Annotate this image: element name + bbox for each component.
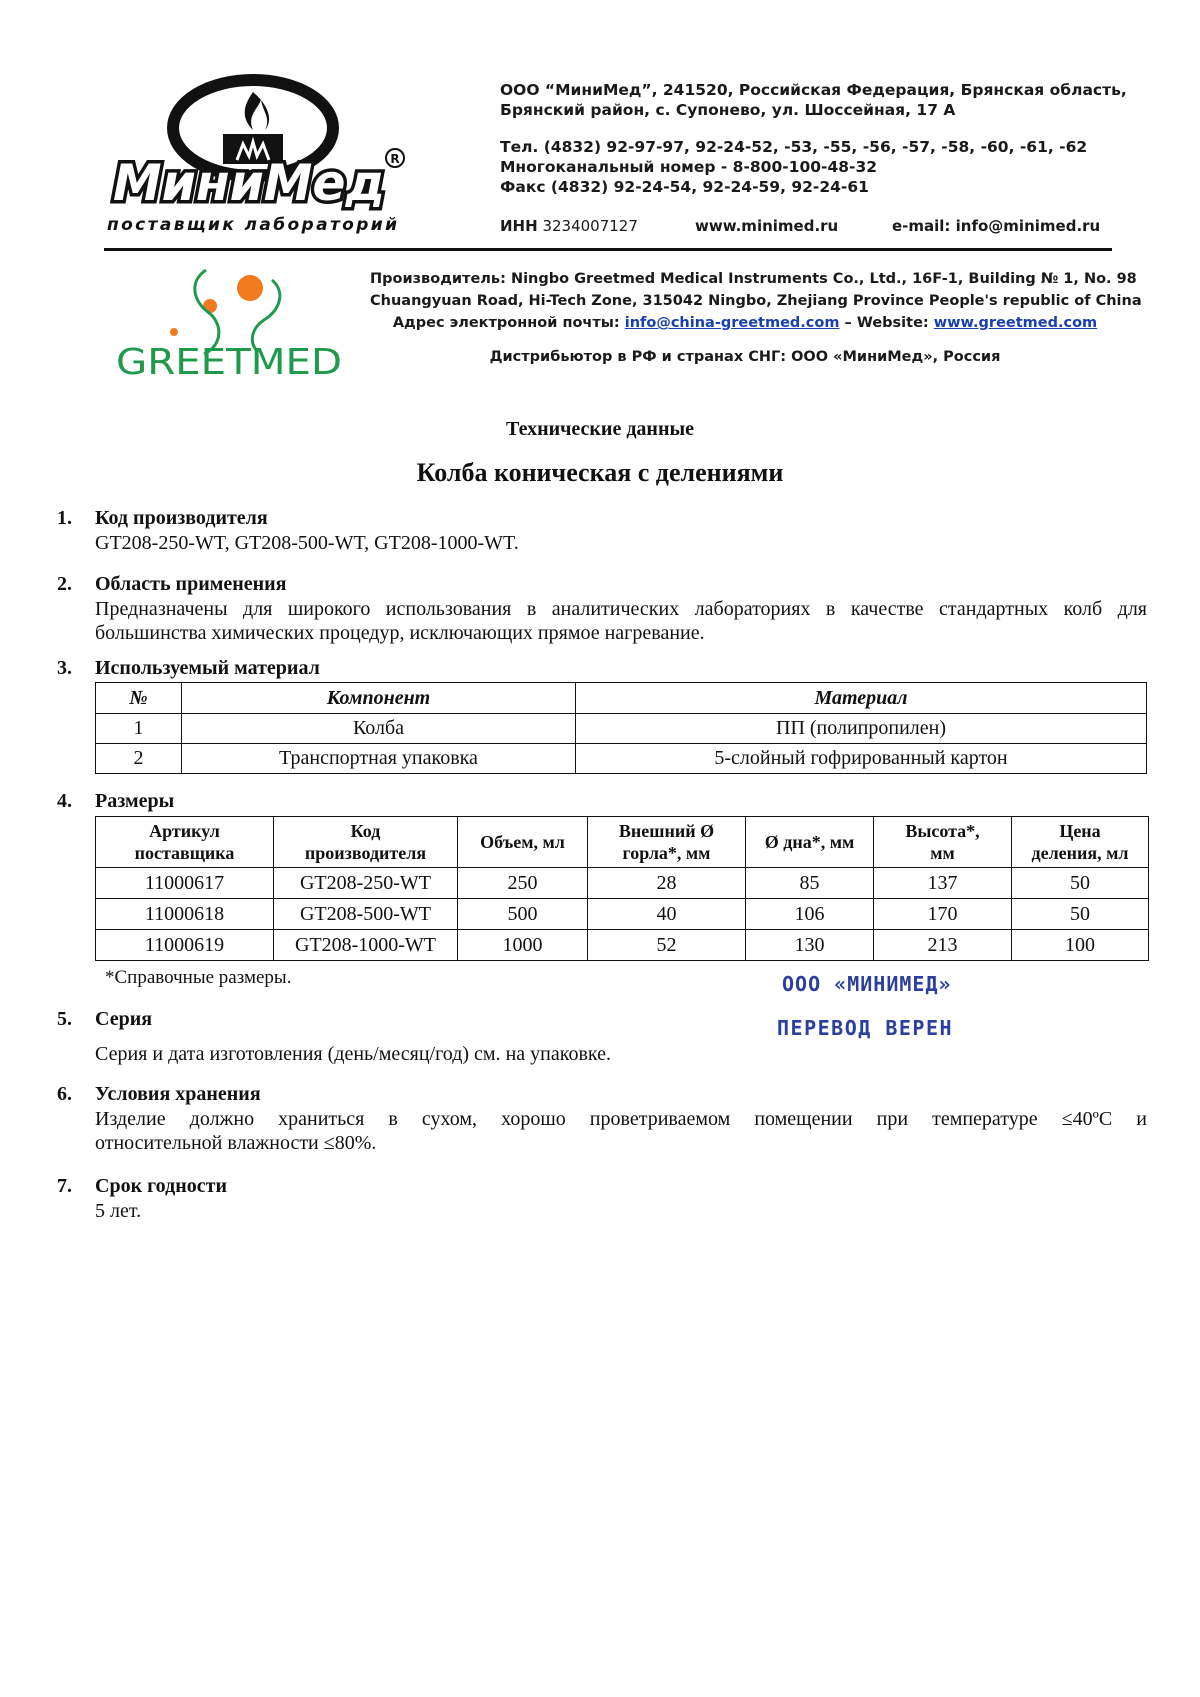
- column-header-graduation: Цена деления, мл: [1012, 817, 1149, 868]
- section-text-line-1: Предназначены для широкого использования в аналитических лабораториях в качестве стандартных колб для: [95, 598, 1147, 620]
- section-number: 5.: [57, 1008, 72, 1030]
- section-text-line-1: Изделие должно храниться в сухом, хорошо проветриваемом помещении при температуре ≤40ºС и: [95, 1108, 1147, 1130]
- section-text: GT208-250-WT, GT208-500-WT, GT208-1000-WT.: [95, 532, 519, 554]
- svg-text:МиниМед: МиниМед: [113, 154, 385, 212]
- manufacturer-email-link[interactable]: info@china-greetmed.com: [624, 315, 840, 331]
- document-title: Колба коническая с делениями: [416, 458, 784, 487]
- section-title: Серия: [95, 1008, 153, 1030]
- materials-table: [95, 682, 1147, 774]
- table-cell: 130: [746, 930, 874, 961]
- section-title: Область применения: [95, 573, 287, 595]
- header-divider: [104, 248, 1112, 251]
- table-cell: Колба: [182, 714, 576, 744]
- table-cell: 52: [588, 930, 746, 961]
- document-subtitle: Технические данные: [506, 418, 694, 440]
- column-header-height: Высота*, мм: [874, 817, 1012, 868]
- table-cell: 250: [458, 868, 588, 899]
- manufacturer-info: [370, 268, 1142, 368]
- manufacturer-line-1: Производитель: Ningbo Greetmed Medical Instruments Co., Ltd., 16F-1, Building № 1, No. 98: [370, 271, 1137, 287]
- stamp-text: ПЕРЕВОД ВЕРЕН: [777, 1016, 954, 1040]
- company-multichannel-phone: Многоканальный номер - 8-800-100-48-32: [500, 158, 878, 176]
- section-text: 5 лет.: [95, 1200, 142, 1222]
- table-cell: ПП (полипропилен): [576, 714, 1147, 744]
- table-cell: 170: [874, 899, 1012, 930]
- column-header-volume: Объем, мл: [458, 817, 588, 868]
- section-title: Размеры: [95, 790, 175, 812]
- stamp-company: ООО «МИНИМЕД»: [782, 972, 952, 996]
- inn-value: 3234007127: [542, 217, 638, 235]
- table-cell: GT208-500-WT: [274, 899, 458, 930]
- company-fax: Факс (4832) 92-24-54, 92-24-59, 92-24-61: [500, 178, 869, 196]
- inn-label: ИНН: [500, 217, 538, 235]
- section-number: 3.: [57, 657, 72, 679]
- column-header: Компонент: [182, 683, 576, 714]
- section-dimensions: [57, 788, 1147, 814]
- section-manufacturer-code: [57, 505, 1147, 555]
- table-cell: 213: [874, 930, 1012, 961]
- table-cell: 11000619: [96, 930, 274, 961]
- company-address-line-1: ООО “МиниМед”, 241520, Российская Федерация, Брянская область,: [500, 81, 1127, 99]
- section-title: Срок годности: [95, 1175, 227, 1197]
- section-materials: [57, 655, 1147, 681]
- company-website[interactable]: www.minimed.ru: [695, 217, 839, 235]
- greetmed-logo: [112, 262, 352, 382]
- company-info: [500, 80, 1127, 197]
- table-cell: 100: [1012, 930, 1149, 961]
- column-header: №: [96, 683, 182, 714]
- manufacturer-website-link[interactable]: www.greetmed.com: [933, 315, 1098, 331]
- table-row: [96, 744, 1147, 774]
- greetmed-wordmark: GREETMED: [116, 342, 342, 382]
- table-row: [96, 899, 1149, 930]
- column-header-neck-diameter: Внешний Ø горла*, мм: [588, 817, 746, 868]
- company-address-line-2: Брянский район, с. Супонево, ул. Шоссейная, 17 А: [500, 101, 956, 119]
- section-title: Условия хранения: [95, 1083, 261, 1105]
- inn: [500, 217, 638, 235]
- table-cell: 50: [1012, 868, 1149, 899]
- table-cell: 1000: [458, 930, 588, 961]
- table-cell: 28: [588, 868, 746, 899]
- column-header-bottom-diameter: Ø дна*, мм: [746, 817, 874, 868]
- table-cell: 2: [96, 744, 182, 774]
- section-text-line-2: большинства химических процедур, исключающих прямое нагревание.: [95, 622, 705, 644]
- table-cell: Транспортная упаковка: [182, 744, 576, 774]
- section-application: [57, 571, 1147, 645]
- column-header-manufacturer-code: Код производителя: [274, 817, 458, 868]
- email-label: Адрес электронной почты:: [392, 315, 620, 331]
- column-header: Материал: [576, 683, 1147, 714]
- table-header-row: [96, 817, 1149, 868]
- table-cell: 5-слойный гофрированный картон: [576, 744, 1147, 774]
- table-cell: 40: [588, 899, 746, 930]
- dimensions-footnote: *Справочные размеры.: [105, 967, 292, 988]
- table-cell: GT208-250-WT: [274, 868, 458, 899]
- section-series: [57, 1006, 1147, 1066]
- table-header-row: [96, 683, 1147, 714]
- table-cell: 500: [458, 899, 588, 930]
- section-storage: [57, 1081, 1147, 1155]
- section-title: Используемый материал: [95, 657, 320, 679]
- table-cell: 1: [96, 714, 182, 744]
- column-header-article: Артикул поставщика: [96, 817, 274, 868]
- svg-text:R: R: [390, 152, 400, 166]
- section-shelf-life: [57, 1173, 1147, 1223]
- table-cell: 11000617: [96, 868, 274, 899]
- table-cell: 137: [874, 868, 1012, 899]
- table-cell: 11000618: [96, 899, 274, 930]
- distributor-info: Дистрибьютор в РФ и странах СНГ: ООО «МиниМед», Россия: [489, 349, 1001, 365]
- section-number: 7.: [57, 1175, 72, 1197]
- section-text: Серия и дата изготовления (день/месяц/год) см. на упаковке.: [95, 1043, 611, 1065]
- table-cell: 85: [746, 868, 874, 899]
- section-number: 1.: [57, 507, 72, 529]
- company-phones: Тел. (4832) 92-97-97, 92-24-52, -53, -55, -56, -57, -58, -60, -61, -62: [500, 138, 1088, 156]
- section-number: 6.: [57, 1083, 72, 1105]
- section-title: Код производителя: [95, 507, 268, 529]
- manufacturer-line-2: Chuangyuan Road, Hi-Tech Zone, 315042 Ningbo, Zhejiang Province People's republic of China: [370, 293, 1142, 309]
- dimensions-table: [95, 816, 1149, 961]
- minimed-logo: [105, 72, 435, 242]
- table-cell: 106: [746, 899, 874, 930]
- manufacturer-contacts: [370, 312, 1120, 334]
- table-cell: 50: [1012, 899, 1149, 930]
- company-email[interactable]: e-mail: info@minimed.ru: [892, 217, 1101, 235]
- table-row: [96, 930, 1149, 961]
- section-text-line-2: относительной влажности ≤80%.: [95, 1132, 377, 1154]
- table-row: [96, 714, 1147, 744]
- website-label: – Website:: [844, 315, 929, 331]
- section-number: 2.: [57, 573, 72, 595]
- svg-text:поставщик лабораторий: поставщик лабораторий: [107, 215, 397, 235]
- table-row: [96, 868, 1149, 899]
- table-cell: GT208-1000-WT: [274, 930, 458, 961]
- section-number: 4.: [57, 790, 72, 812]
